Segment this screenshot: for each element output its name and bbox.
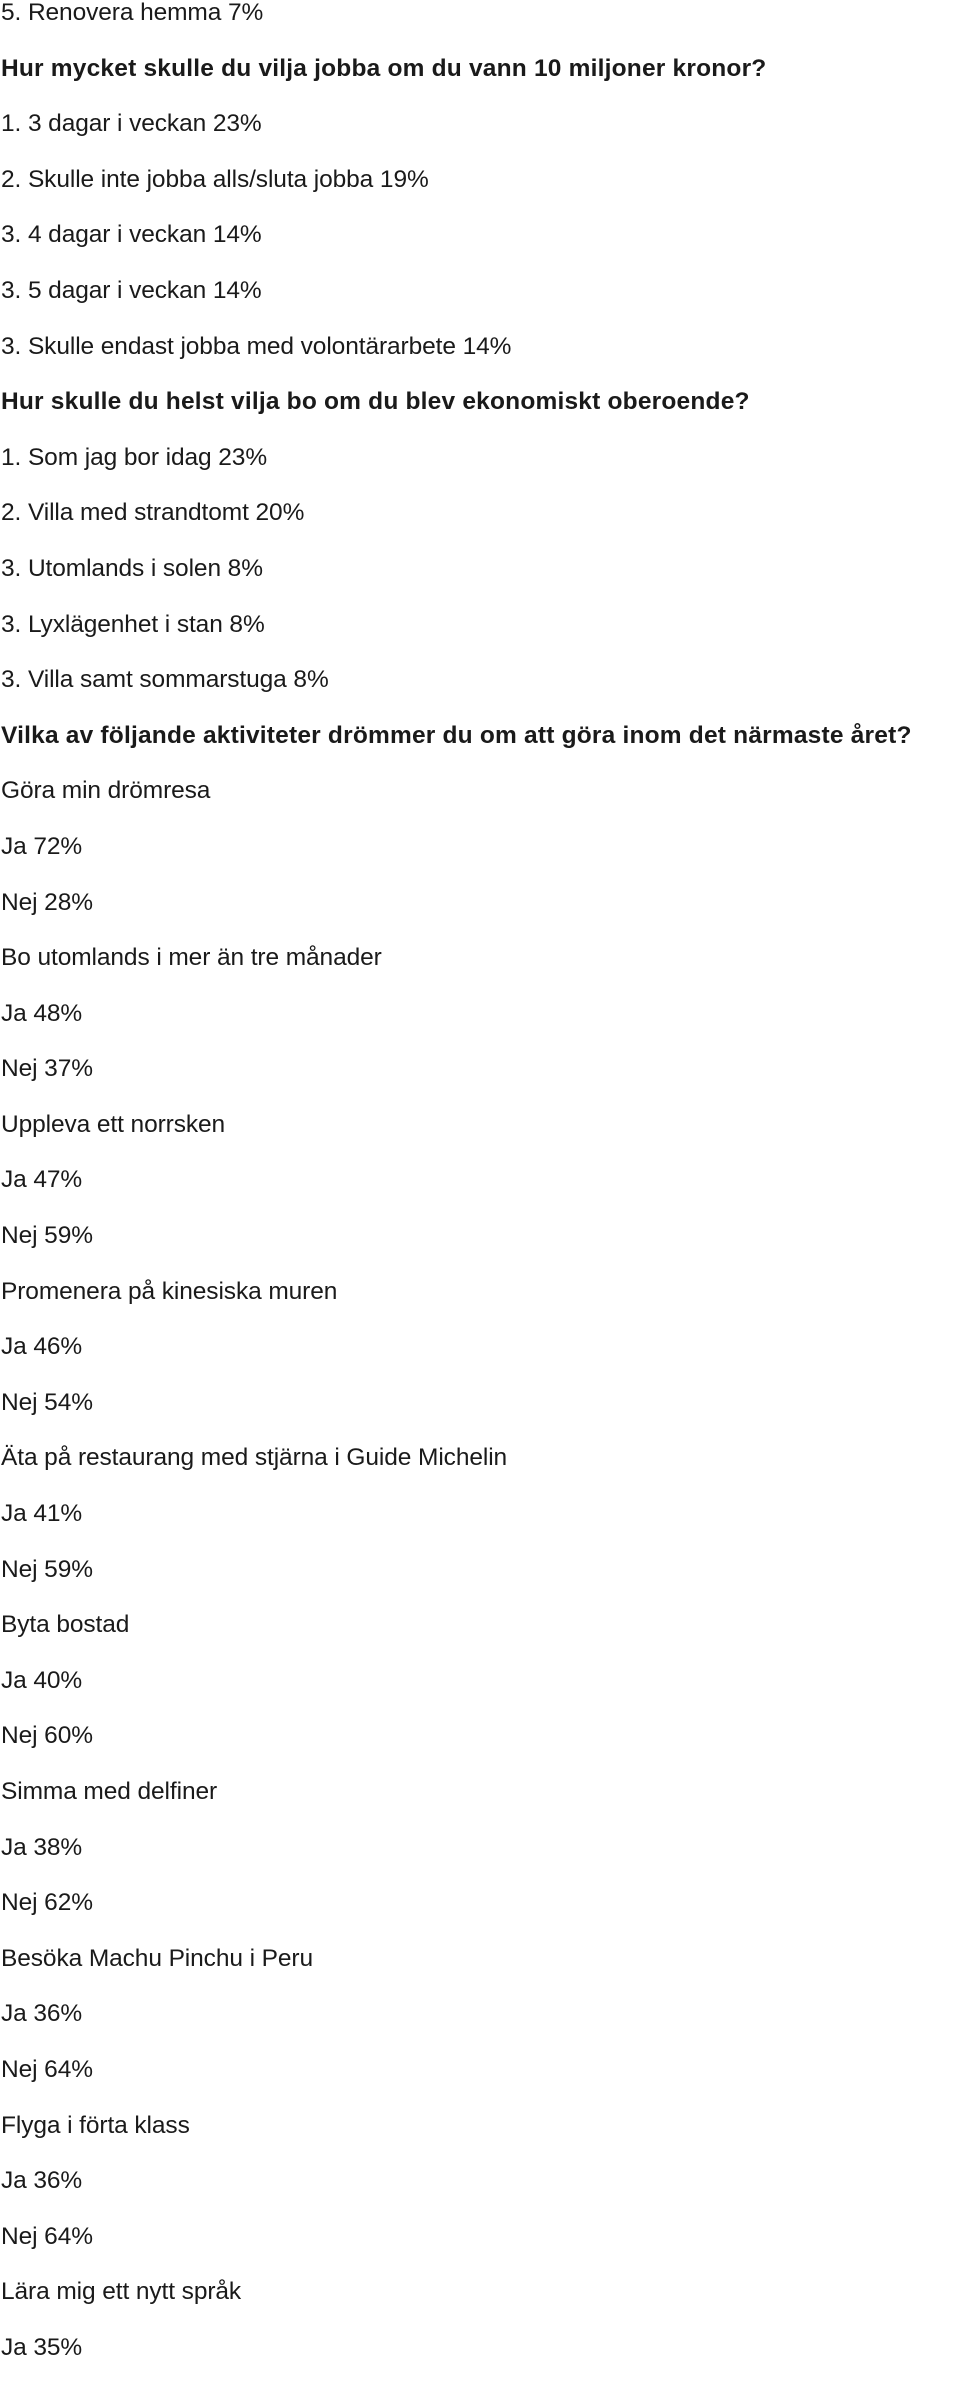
answer-line: Nej 60% bbox=[1, 1722, 93, 1750]
question-heading: Hur mycket skulle du vilja jobba om du vann 10 miljoner kronor? bbox=[1, 54, 767, 82]
answer-line: Ja 36% bbox=[1, 2000, 83, 2028]
answer-line: Ja 40% bbox=[1, 1666, 83, 1694]
answer-line: Promenera på kinesiska muren bbox=[1, 1277, 338, 1305]
answer-line: Flyga i förta klass bbox=[1, 2111, 190, 2139]
question-heading: Vilka av följande aktiviteter drömmer du om att göra inom det närmaste året? bbox=[1, 721, 912, 749]
answer-line: Ja 48% bbox=[1, 999, 83, 1027]
answer-line: 3. Skulle endast jobba med volontärarbete 14% bbox=[1, 332, 512, 360]
answer-line: Bo utomlands i mer än tre månader bbox=[1, 944, 382, 972]
answer-line: 3. Utomlands i solen 8% bbox=[1, 554, 263, 582]
answer-line: Byta bostad bbox=[1, 1611, 130, 1639]
answer-line: 5. Renovera hemma 7% bbox=[1, 0, 264, 26]
answer-line: Ja 47% bbox=[1, 1166, 83, 1194]
answer-line: 3. Lyxlägenhet i stan 8% bbox=[1, 610, 265, 638]
answer-line: Nej 59% bbox=[1, 1222, 93, 1250]
answer-line: Ja 41% bbox=[1, 1500, 83, 1528]
answer-line: Ja 46% bbox=[1, 1333, 83, 1361]
answer-line: 3. Villa samt sommarstuga 8% bbox=[1, 666, 329, 694]
answer-line: Ja 35% bbox=[1, 2333, 83, 2361]
answer-line: Lära mig ett nytt språk bbox=[1, 2278, 242, 2306]
answer-line: Ja 36% bbox=[1, 2167, 83, 2195]
answer-line: Simma med delfiner bbox=[1, 1778, 218, 1805]
answer-line: Nej 28% bbox=[1, 888, 93, 916]
answer-line: Äta på restaurang med stjärna i Guide Michelin bbox=[1, 1444, 508, 1472]
answer-line: Besöka Machu Pinchu i Peru bbox=[1, 1944, 313, 1972]
answer-line: Nej 64% bbox=[1, 2222, 93, 2250]
answer-line: Göra min drömresa bbox=[1, 777, 211, 805]
answer-line: Nej 62% bbox=[1, 1889, 93, 1917]
answer-line: Uppleva ett norrsken bbox=[1, 1110, 226, 1138]
answer-line: 3. 5 dagar i veckan 14% bbox=[1, 276, 262, 304]
answer-line: Nej 59% bbox=[1, 1555, 93, 1583]
answer-line: Nej 64% bbox=[1, 2055, 93, 2083]
answer-line: 2. Villa med strandtomt 20% bbox=[1, 499, 305, 527]
answer-line: Nej 37% bbox=[1, 1055, 93, 1083]
answer-line: Nej 54% bbox=[1, 1388, 93, 1416]
answer-line: 1. Som jag bor idag 23% bbox=[1, 443, 268, 471]
answer-line: Ja 72% bbox=[1, 832, 83, 860]
answer-line: Ja 38% bbox=[1, 1833, 83, 1861]
answer-line: 1. 3 dagar i veckan 23% bbox=[1, 110, 262, 138]
answer-line: 3. 4 dagar i veckan 14% bbox=[1, 221, 262, 249]
answer-line: 2. Skulle inte jobba alls/sluta jobba 19% bbox=[1, 165, 429, 193]
question-heading: Hur skulle du helst vilja bo om du blev ekonomiskt oberoende? bbox=[1, 388, 750, 416]
